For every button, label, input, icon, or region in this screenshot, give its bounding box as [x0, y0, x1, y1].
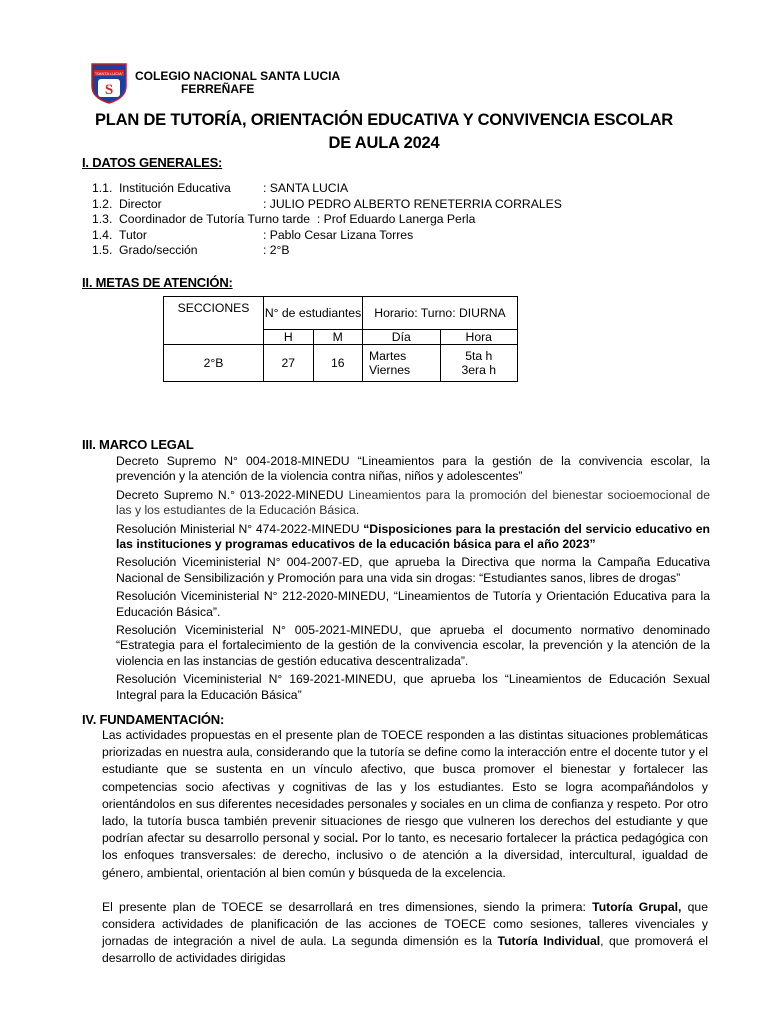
logo-text: "SANTA LUCIA" — [94, 71, 124, 76]
legal-text-secondary: Lineamientos para la promoción del bienestar socioemocional de las y los estudiantes de la Educación Básica. — [116, 487, 710, 518]
header-h: H — [264, 330, 314, 345]
legal-text-bold: “Disposiciones para la prestación del servicio educativo en las instituciones y programas educativos de la educación básica para el año 2023” — [116, 521, 710, 552]
cell-seccion: 2°B — [164, 345, 264, 382]
legal-text: Decreto Supremo N.° 013-2022-MINEDU — [116, 487, 349, 502]
section-heading-datos-generales: I. DATOS GENERALES: — [82, 155, 223, 170]
row-key: Director — [119, 196, 162, 211]
legal-text: Resolución Viceministerial N° 004-2007-ED, que aprueba la Directiva que norma la Campaña Educativa Nacional de Sensibilización y Promoción para una vida sin drogas: “Estudiantes sanos, libres de drogas” — [116, 555, 710, 585]
header-estudiantes: N° de estudiantes — [264, 297, 363, 330]
metas-table — [163, 296, 518, 382]
school-logo-icon — [90, 62, 128, 104]
row-value: : JULIO PEDRO ALBERTO RENETERRIA CORRALES — [263, 196, 562, 211]
row-key: Tutor — [119, 227, 147, 242]
legal-text: Resolución Ministerial N° 474-2022-MINEDU — [116, 521, 364, 536]
paragraph-text-bold: . — [354, 831, 359, 846]
legal-item — [100, 672, 710, 703]
row-number: 1.3. — [92, 212, 113, 226]
header-secciones: SECCIONES — [164, 297, 264, 345]
section-heading-marco-legal: III. MARCO LEGAL — [82, 437, 194, 452]
row-number: 1.5. — [92, 243, 113, 257]
paragraph-text: , que promoverá el desarrollo de actividades dirigidas — [102, 934, 708, 966]
header-dia: Día — [363, 330, 441, 345]
document-title-line2: DE AULA 2024 — [328, 134, 440, 152]
row-key: Coordinador de Tutoría Turno tarde — [119, 212, 311, 226]
legal-text: Decreto Supremo N° 004-2018-MINEDU “Lineamientos para la gestión de la convivencia escolar, la prevención y la atención de la violencia contra niñas, niños y adolescentes” — [116, 454, 710, 484]
paragraph-text: Por lo tanto, es necesario fortalecer la práctica pedagógica con los enfoques transversales: de derecho, inclusivo o de atención a la diversidad, intercultural, igualdad de género, ambiental, orientación al bien común y búsqueda de la excelencia. — [102, 831, 708, 880]
section-heading-metas: II. METAS DE ATENCIÓN: — [82, 275, 233, 290]
school-name-line1: COLEGIO NACIONAL SANTA LUCIA — [135, 69, 341, 83]
row-value: : Prof Eduardo Lanerga Perla — [310, 212, 476, 226]
datos-row — [92, 212, 562, 228]
cell-hora-2: 3era h — [461, 363, 497, 377]
row-key: Grado/sección — [119, 243, 198, 257]
legal-item — [100, 589, 710, 620]
legal-text: Resolución Viceministerial N° 005-2021-MINEDU, que aprueba el documento normativo denominado “Estrategia para el fortalecimiento de la gestión de la convivencia escolar, la prevención y la atención de la violencia en las instancias de gestión educativa descentralizada”. — [116, 623, 710, 668]
section-heading-fundamentacion: IV. FUNDAMENTACIÓN: — [82, 712, 225, 727]
cell-dia — [363, 345, 441, 382]
paragraph-text: Las actividades propuestas en el presente plan de TOECE responden a las distintas situaciones problemáticas priorizadas en nuestra aula, considerando que la tutoría se define como la interacción entre el docente tutor y el estudiante que se sustenta en un vínculo afectivo, que busca promover el bienestar y fortalecer las competencias socio afectivas y cognitivas de las y los estudiantes. Esto se logra acompañándolos y orientándolos en sus diferentes necesidades personales y sociales en un clima de confianza y respeto. Por otro lado, la tutoría busca también prevenir situaciones de riesgo que vulneren los derechos del estudiante y que podrían afectar su desarrollo personal y social — [102, 728, 708, 846]
datos-row — [92, 197, 562, 213]
row-value: : Pablo Cesar Lizana Torres — [263, 227, 414, 242]
header-m: M — [313, 330, 363, 345]
row-value: : SANTA LUCIA — [263, 181, 349, 195]
cell-dia-2: Viernes — [369, 363, 411, 377]
datos-row — [92, 228, 562, 244]
cell-hora-1: 5ta h — [465, 349, 493, 363]
legal-item — [100, 555, 710, 586]
row-value: : 2°B — [263, 243, 290, 257]
legal-text: Resolución Viceministerial N° 212-2020-MINEDU, “Lineamientos de Tutoría y Orientación Educativa para la Educación Básica”. — [116, 589, 710, 619]
paragraph-text: que considera actividades de planificación de las acciones de TOECE como sesiones, talleres vivenciales y jornadas de integración a nivel de aula. La segunda dimensión es la — [102, 899, 708, 949]
cell-hora — [440, 345, 518, 382]
legal-item — [100, 454, 710, 485]
legal-item — [100, 522, 710, 553]
row-key: Institución Educativa — [119, 181, 231, 195]
datos-row — [92, 181, 562, 197]
legal-text: Resolución Viceministerial N° 169-2021-MINEDU, que aprueba los “Lineamientos de Educación Sexual Integral para la Educación Básica” — [116, 672, 710, 702]
school-name-line2: FERREÑAFE — [181, 82, 255, 96]
paragraph-text-bold: Tutoría Individual — [497, 934, 601, 949]
header-hora: Hora — [440, 330, 518, 345]
row-number: 1.1. — [92, 181, 113, 195]
row-number: 1.4. — [92, 227, 113, 242]
cell-dia-1: Martes — [369, 349, 407, 363]
legal-item — [100, 623, 710, 669]
datos-generales-list — [92, 181, 562, 259]
legal-item — [100, 488, 710, 519]
logo-letter: S — [104, 82, 114, 98]
header-horario: Horario: Turno: DIURNA — [363, 297, 518, 330]
paragraph — [102, 899, 708, 968]
school-name — [135, 70, 340, 96]
paragraph-text: El presente plan de TOECE se desarrollará en tres dimensiones, siendo la primera: — [102, 899, 593, 914]
paragraph — [102, 727, 708, 882]
datos-row — [92, 243, 562, 259]
row-number: 1.2. — [92, 196, 113, 211]
document-title-line1: PLAN DE TUTORÍA, ORIENTACIÓN EDUCATIVA Y CONVIVENCIA ESCOLAR — [94, 111, 674, 129]
cell-m: 16 — [313, 345, 363, 382]
paragraph-text-bold: Tutoría Grupal, — [592, 899, 682, 914]
fundamentacion-body — [102, 727, 708, 985]
cell-h: 27 — [264, 345, 314, 382]
marco-legal-list — [100, 454, 710, 706]
